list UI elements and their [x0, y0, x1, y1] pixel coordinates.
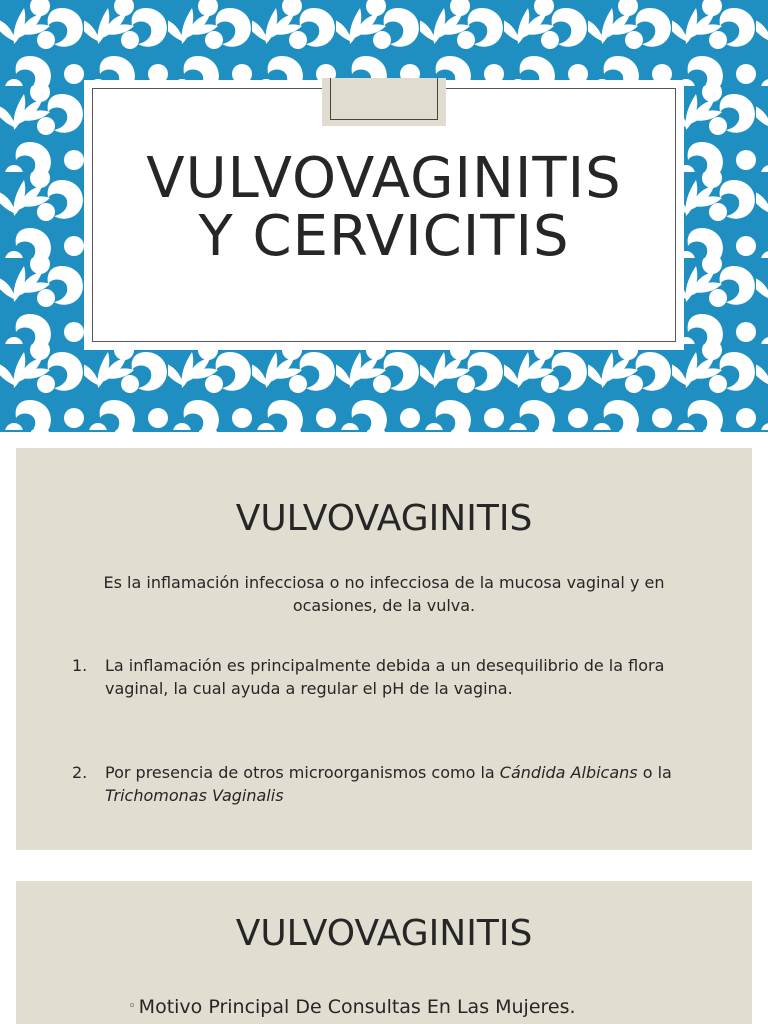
organism-name: Trichomonas Vaginalis	[105, 786, 284, 805]
slide-title: VULVOVAGINITIS	[235, 913, 533, 954]
consultation-slide	[16, 881, 752, 1024]
list-text: Por presencia de otros microorganismos como la Cándida Albicans o la Trichomonas Vaginalis	[105, 763, 672, 805]
list-text: La inflamación es principalmente debida a un desequilibrio de la flora vaginal, la cual ayuda a regular el pH de la vagina.	[105, 656, 665, 698]
list-number: 2.	[72, 763, 88, 782]
definition-text: Es la inflamación infecciosa o no infecciosa de la mucosa vaginal y en ocasiones, de la vulva.	[103, 573, 665, 615]
bullet-item	[128, 996, 576, 1018]
main-title	[92, 146, 676, 269]
title-slide	[0, 0, 768, 432]
definition-slide	[16, 448, 752, 850]
main-title-line-1: VULVOVAGINITIS	[146, 146, 622, 211]
bullet-circle-icon: ◦	[128, 999, 136, 1014]
bullet-text: Motivo Principal De Consultas En Las Mujeres.	[138, 996, 576, 1018]
slide-title: VULVOVAGINITIS	[235, 498, 533, 539]
organism-name: Cándida Albicans	[499, 763, 638, 782]
title-card-tab	[322, 78, 446, 126]
main-title-line-2: Y CERVICITIS	[198, 204, 570, 269]
list-number: 1.	[72, 656, 88, 675]
